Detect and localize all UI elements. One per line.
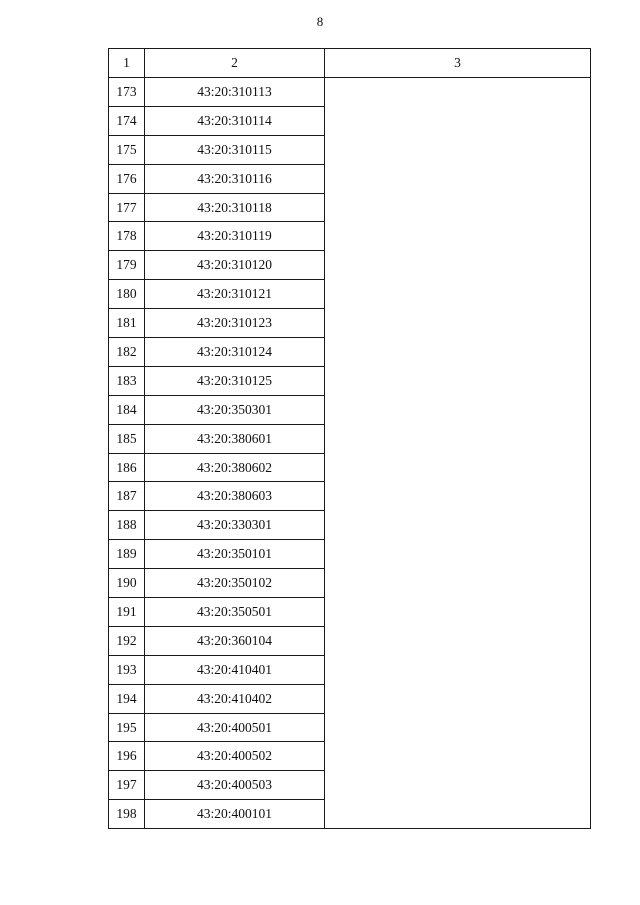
cadastral-code-cell: 43:20:310115 bbox=[145, 135, 325, 164]
note-cell bbox=[325, 569, 591, 598]
table-row bbox=[109, 222, 591, 251]
cadastral-code-cell: 43:20:310114 bbox=[145, 106, 325, 135]
table-row bbox=[109, 684, 591, 713]
note-cell bbox=[325, 106, 591, 135]
cadastral-code-cell: 43:20:310125 bbox=[145, 366, 325, 395]
table-row bbox=[109, 569, 591, 598]
cadastral-code-cell: 43:20:400101 bbox=[145, 800, 325, 829]
note-cell bbox=[325, 78, 591, 107]
note-cell bbox=[325, 655, 591, 684]
table-row bbox=[109, 598, 591, 627]
row-number-cell: 190 bbox=[109, 569, 145, 598]
note-cell bbox=[325, 193, 591, 222]
row-number-cell: 193 bbox=[109, 655, 145, 684]
table-row bbox=[109, 395, 591, 424]
note-cell bbox=[325, 222, 591, 251]
note-cell bbox=[325, 164, 591, 193]
cadastral-code-cell: 43:20:380603 bbox=[145, 482, 325, 511]
row-number-cell: 194 bbox=[109, 684, 145, 713]
note-cell bbox=[325, 511, 591, 540]
note-cell bbox=[325, 800, 591, 829]
row-number-cell: 177 bbox=[109, 193, 145, 222]
note-cell bbox=[325, 366, 591, 395]
cadastral-code-cell: 43:20:410402 bbox=[145, 684, 325, 713]
note-cell bbox=[325, 626, 591, 655]
cadastral-code-cell: 43:20:350102 bbox=[145, 569, 325, 598]
note-cell bbox=[325, 424, 591, 453]
cadastral-code-cell: 43:20:310124 bbox=[145, 338, 325, 367]
row-number-cell: 197 bbox=[109, 771, 145, 800]
table-row bbox=[109, 453, 591, 482]
row-number-cell: 176 bbox=[109, 164, 145, 193]
row-number-cell: 179 bbox=[109, 251, 145, 280]
note-cell bbox=[325, 771, 591, 800]
cadastral-code-cell: 43:20:380601 bbox=[145, 424, 325, 453]
row-number-cell: 178 bbox=[109, 222, 145, 251]
cadastral-code-cell: 43:20:400502 bbox=[145, 742, 325, 771]
table-row bbox=[109, 338, 591, 367]
cadastral-code-cell: 43:20:310116 bbox=[145, 164, 325, 193]
table-body bbox=[109, 78, 591, 829]
row-number-cell: 182 bbox=[109, 338, 145, 367]
row-number-cell: 187 bbox=[109, 482, 145, 511]
header-row bbox=[109, 49, 591, 78]
note-cell bbox=[325, 280, 591, 309]
cadastral-code-cell: 43:20:310123 bbox=[145, 309, 325, 338]
cadastral-code-cell: 43:20:330301 bbox=[145, 511, 325, 540]
note-cell bbox=[325, 453, 591, 482]
row-number-cell: 188 bbox=[109, 511, 145, 540]
header-col-1: 1 bbox=[109, 49, 145, 78]
note-cell bbox=[325, 684, 591, 713]
table-row bbox=[109, 106, 591, 135]
note-cell bbox=[325, 309, 591, 338]
table-row bbox=[109, 251, 591, 280]
row-number-cell: 175 bbox=[109, 135, 145, 164]
table-row bbox=[109, 193, 591, 222]
cadastral-code-cell: 43:20:350101 bbox=[145, 540, 325, 569]
table-row bbox=[109, 424, 591, 453]
table-row bbox=[109, 309, 591, 338]
table-row bbox=[109, 511, 591, 540]
cadastral-code-cell: 43:20:310119 bbox=[145, 222, 325, 251]
note-cell bbox=[325, 598, 591, 627]
row-number-cell: 198 bbox=[109, 800, 145, 829]
row-number-cell: 181 bbox=[109, 309, 145, 338]
cadastral-code-cell: 43:20:310113 bbox=[145, 78, 325, 107]
row-number-cell: 195 bbox=[109, 713, 145, 742]
table-row bbox=[109, 742, 591, 771]
table-row bbox=[109, 655, 591, 684]
note-cell bbox=[325, 540, 591, 569]
table-row bbox=[109, 626, 591, 655]
row-number-cell: 180 bbox=[109, 280, 145, 309]
page-number: 8 bbox=[316, 14, 324, 29]
note-cell bbox=[325, 482, 591, 511]
cadastral-code-cell: 43:20:310120 bbox=[145, 251, 325, 280]
row-number-cell: 173 bbox=[109, 78, 145, 107]
row-number-cell: 185 bbox=[109, 424, 145, 453]
cadastral-code-cell: 43:20:310118 bbox=[145, 193, 325, 222]
cadastral-code-cell: 43:20:350301 bbox=[145, 395, 325, 424]
cadastral-code-cell: 43:20:410401 bbox=[145, 655, 325, 684]
note-cell bbox=[325, 742, 591, 771]
cadastral-code-cell: 43:20:360104 bbox=[145, 626, 325, 655]
row-number-cell: 186 bbox=[109, 453, 145, 482]
note-cell bbox=[325, 713, 591, 742]
note-cell bbox=[325, 135, 591, 164]
cadastral-code-cell: 43:20:400503 bbox=[145, 771, 325, 800]
row-number-cell: 196 bbox=[109, 742, 145, 771]
row-number-cell: 191 bbox=[109, 598, 145, 627]
table-row bbox=[109, 771, 591, 800]
row-number-cell: 192 bbox=[109, 626, 145, 655]
table-row bbox=[109, 540, 591, 569]
table-row bbox=[109, 482, 591, 511]
table-row bbox=[109, 280, 591, 309]
cadastral-code-cell: 43:20:380602 bbox=[145, 453, 325, 482]
table-row bbox=[109, 164, 591, 193]
header-col-3: 3 bbox=[325, 49, 591, 78]
note-cell bbox=[325, 395, 591, 424]
table-header bbox=[109, 49, 591, 78]
row-number-cell: 189 bbox=[109, 540, 145, 569]
table-row bbox=[109, 800, 591, 829]
registry-table bbox=[108, 48, 591, 829]
row-number-cell: 184 bbox=[109, 395, 145, 424]
table-row bbox=[109, 78, 591, 107]
cadastral-code-cell: 43:20:310121 bbox=[145, 280, 325, 309]
note-cell bbox=[325, 338, 591, 367]
header-col-2: 2 bbox=[145, 49, 325, 78]
row-number-cell: 174 bbox=[109, 106, 145, 135]
cadastral-code-cell: 43:20:350501 bbox=[145, 598, 325, 627]
cadastral-code-cell: 43:20:400501 bbox=[145, 713, 325, 742]
table-row bbox=[109, 713, 591, 742]
note-cell bbox=[325, 251, 591, 280]
row-number-cell: 183 bbox=[109, 366, 145, 395]
table-row bbox=[109, 135, 591, 164]
table-row bbox=[109, 366, 591, 395]
